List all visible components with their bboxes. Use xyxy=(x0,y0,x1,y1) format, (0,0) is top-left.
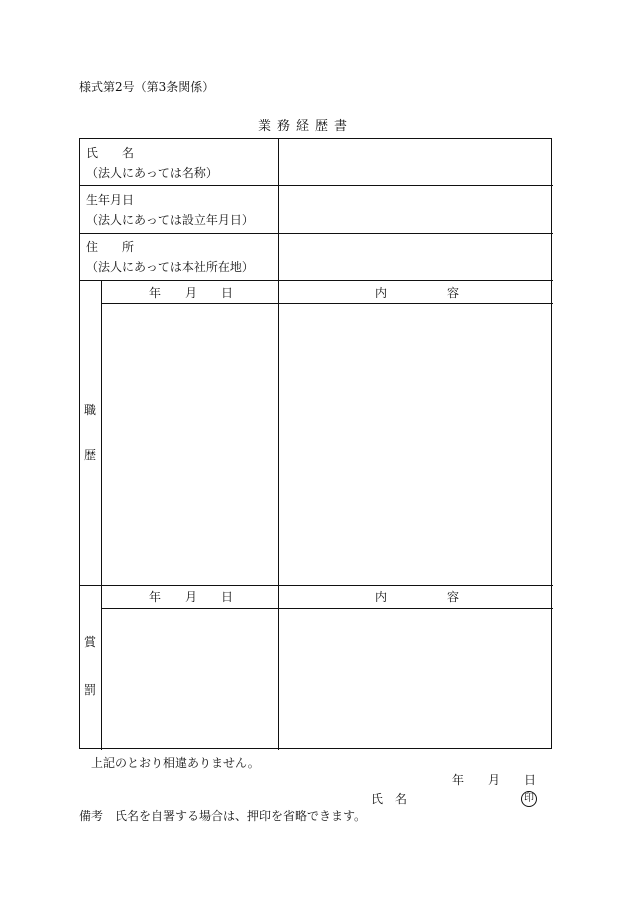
row-divider xyxy=(80,280,553,281)
remarks-note: 備考 氏名を自署する場合は、押印を省略できます。 xyxy=(79,809,367,823)
career-section-label: 歴 xyxy=(84,448,97,462)
awards-section-label: 罰 xyxy=(84,683,97,697)
document-title: 業務経歴書 xyxy=(258,119,354,134)
declaration-text: 上記のとおり相違ありません。 xyxy=(91,756,260,770)
awards-section-label: 賞 xyxy=(84,635,97,649)
birth-date-label: 生年月日 xyxy=(86,193,135,207)
name-sub-label: （法人にあっては名称） xyxy=(86,166,218,180)
name-label: 氏 名 xyxy=(86,146,135,160)
awards-content-field[interactable] xyxy=(279,609,552,749)
career-section-label: 職 xyxy=(84,403,97,417)
name-field[interactable] xyxy=(279,139,552,185)
address-field[interactable] xyxy=(279,234,552,280)
form-number: 様式第2号（第3条関係） xyxy=(79,80,215,94)
career-date-field[interactable] xyxy=(102,304,278,585)
birth-date-field[interactable] xyxy=(279,186,552,233)
address-label: 住 所 xyxy=(86,240,135,254)
career-date-header: 年 月 日 xyxy=(149,286,234,300)
section-divider xyxy=(80,585,553,586)
address-sub-label: （法人にあっては本社所在地） xyxy=(86,260,254,274)
career-content-field[interactable] xyxy=(279,304,552,585)
awards-content-header: 内 容 xyxy=(375,590,460,604)
career-record-table xyxy=(79,138,552,749)
birth-date-sub-label: （法人にあっては設立年月日） xyxy=(86,213,254,227)
seal-mark: 印 xyxy=(521,791,537,807)
signature-date: 年 月 日 xyxy=(452,773,537,787)
career-content-header: 内 容 xyxy=(375,286,460,300)
awards-date-header: 年 月 日 xyxy=(149,590,234,604)
awards-date-field[interactable] xyxy=(102,609,278,749)
signature-name-label: 氏 名 xyxy=(371,792,408,806)
